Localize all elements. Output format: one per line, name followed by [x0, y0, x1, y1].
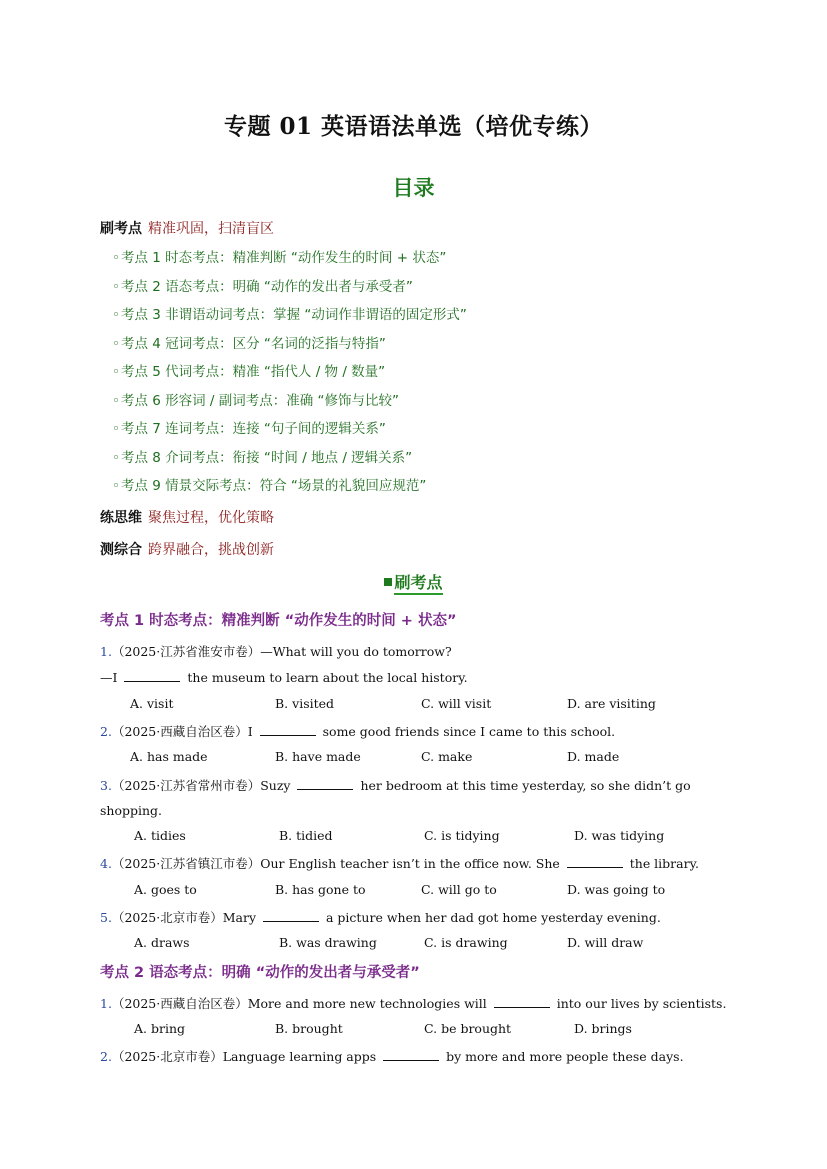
question-text: —I: [100, 670, 122, 685]
question-text: Language learning apps: [222, 1049, 381, 1064]
document-title: 专题 01 英语语法单选（培优专练）: [223, 113, 604, 140]
question-text: her bedroom at this time yesterday, so she didn’t go: [356, 778, 691, 793]
question-text: a picture when her dad got home yesterday evening.: [322, 910, 661, 925]
answer-blank[interactable]: [297, 778, 353, 790]
question-text: Suzy: [260, 778, 295, 793]
option-a[interactable]: A. goes to: [134, 882, 197, 897]
option-c[interactable]: C. will visit: [421, 696, 492, 711]
section-key: 测综合: [100, 542, 142, 558]
toc-list: [112, 247, 467, 504]
option-b[interactable]: B. visited: [275, 696, 335, 711]
option-a[interactable]: A. visit: [130, 696, 174, 711]
section-link-lian-siwei[interactable]: [100, 507, 274, 527]
kaodian-2-heading: 考点 2 语态考点：明确 “动作的发出者与承受者”: [100, 965, 420, 981]
kaodian-1-heading: 考点 1 时态考点：精准判断 “动作发生的时间 + 状态”: [100, 613, 457, 629]
question-source: （2025·江苏省淮安市卷）: [111, 644, 261, 659]
question-1-1: [100, 642, 452, 660]
toc-item-4[interactable]: ◦ 考点 4 冠词考点：区分 “名词的泛指与特指”: [112, 333, 467, 362]
banner-text: 刷考点: [394, 573, 442, 595]
section-key: 刷考点: [100, 221, 142, 237]
option-c[interactable]: C. is drawing: [424, 935, 508, 950]
question-number: 1.: [100, 996, 112, 1011]
question-text: the library.: [625, 856, 699, 871]
option-d[interactable]: D. are visiting: [567, 696, 656, 711]
question-source: （2025·北京市卷）: [111, 1049, 223, 1064]
toc-item-7[interactable]: ◦ 考点 7 连词考点：连接 “句子间的逻辑关系”: [112, 418, 467, 447]
toc-heading: 目录: [392, 176, 435, 200]
option-d[interactable]: D. was going to: [567, 882, 666, 897]
question-number: 1.: [100, 644, 112, 659]
option-c[interactable]: C. will go to: [421, 882, 497, 897]
option-a[interactable]: A. bring: [134, 1021, 186, 1036]
toc-item-9[interactable]: ◦ 考点 9 情景交际考点：符合 “场景的礼貌回应规范”: [112, 475, 467, 504]
question-1-1-line2: [100, 670, 468, 685]
question-text: into our lives by scientists.: [552, 996, 727, 1011]
option-b[interactable]: B. have made: [275, 749, 361, 764]
toc-item-6[interactable]: ◦ 考点 6 形容词 / 副词考点：准确 “修饰与比较”: [112, 390, 467, 419]
question-source: （2025·江苏省镇江市卷）: [111, 856, 261, 871]
question-text: More and more new technologies will: [247, 996, 491, 1011]
answer-blank[interactable]: [263, 910, 319, 922]
answer-blank[interactable]: [383, 1049, 439, 1061]
option-b[interactable]: B. tidied: [279, 828, 333, 843]
answer-blank[interactable]: [567, 856, 623, 868]
question-1-2: [100, 722, 615, 740]
question-source: （2025·北京市卷）: [111, 910, 223, 925]
question-text: I: [247, 724, 257, 739]
question-1-3-line2: shopping.: [100, 803, 163, 818]
option-a[interactable]: A. draws: [134, 935, 190, 950]
question-2-1: [100, 994, 726, 1012]
section-banner: [0, 570, 827, 593]
toc-item-3[interactable]: ◦ 考点 3 非谓语动词考点：掌握 “动词作非谓语的固定形式”: [112, 304, 467, 333]
question-text: the museum to learn about the local history.: [183, 670, 468, 685]
section-desc: 聚焦过程，优化策略: [148, 510, 274, 526]
section-link-shua-kaodian[interactable]: [100, 218, 274, 238]
question-source: （2025·西藏自治区卷）: [111, 724, 248, 739]
section-desc: 跨界融合，挑战创新: [148, 542, 274, 558]
option-b[interactable]: B. has gone to: [275, 882, 366, 897]
answer-blank[interactable]: [494, 996, 550, 1008]
question-number: 4.: [100, 856, 112, 871]
toc-item-5[interactable]: ◦ 考点 5 代词考点：精准 “指代人 / 物 / 数量”: [112, 361, 467, 390]
option-c[interactable]: C. is tidying: [424, 828, 500, 843]
section-key: 练思维: [100, 510, 142, 526]
question-source: （2025·西藏自治区卷）: [111, 996, 248, 1011]
question-text: Mary: [222, 910, 260, 925]
option-d[interactable]: D. will draw: [567, 935, 644, 950]
answer-blank[interactable]: [124, 670, 180, 682]
question-text: by more and more people these days.: [442, 1049, 684, 1064]
question-1-5: [100, 908, 661, 926]
option-c[interactable]: C. be brought: [424, 1021, 512, 1036]
question-number: 2.: [100, 1049, 112, 1064]
option-b[interactable]: B. was drawing: [279, 935, 377, 950]
option-b[interactable]: B. brought: [275, 1021, 343, 1036]
question-number: 3.: [100, 778, 112, 793]
toc-item-8[interactable]: ◦ 考点 8 介词考点：衔接 “时间 / 地点 / 逻辑关系”: [112, 447, 467, 476]
question-source: （2025·江苏省常州市卷）: [111, 778, 261, 793]
option-d[interactable]: D. was tidying: [574, 828, 665, 843]
question-text: —What will you do tomorrow?: [260, 644, 452, 659]
option-c[interactable]: C. make: [421, 749, 473, 764]
answer-blank[interactable]: [260, 724, 316, 736]
question-1-4: [100, 854, 699, 872]
question-number: 2.: [100, 724, 112, 739]
toc-item-1[interactable]: ◦ 考点 1 时态考点：精准判断 “动作发生的时间 + 状态”: [112, 247, 467, 276]
question-text: Our English teacher isn’t in the office now. She: [260, 856, 564, 871]
question-1-3: [100, 776, 691, 794]
section-link-ce-zonghe[interactable]: [100, 539, 274, 559]
square-bullet-icon: [384, 578, 392, 586]
question-text: some good friends since I came to this school.: [318, 724, 616, 739]
question-2-2: [100, 1047, 684, 1065]
option-d[interactable]: D. brings: [574, 1021, 632, 1036]
section-desc: 精准巩固，扫清盲区: [148, 221, 274, 237]
option-a[interactable]: A. tidies: [134, 828, 186, 843]
question-number: 5.: [100, 910, 112, 925]
toc-item-2[interactable]: ◦ 考点 2 语态考点：明确 “动作的发出者与承受者”: [112, 276, 467, 305]
option-a[interactable]: A. has made: [130, 749, 208, 764]
option-d[interactable]: D. made: [567, 749, 620, 764]
